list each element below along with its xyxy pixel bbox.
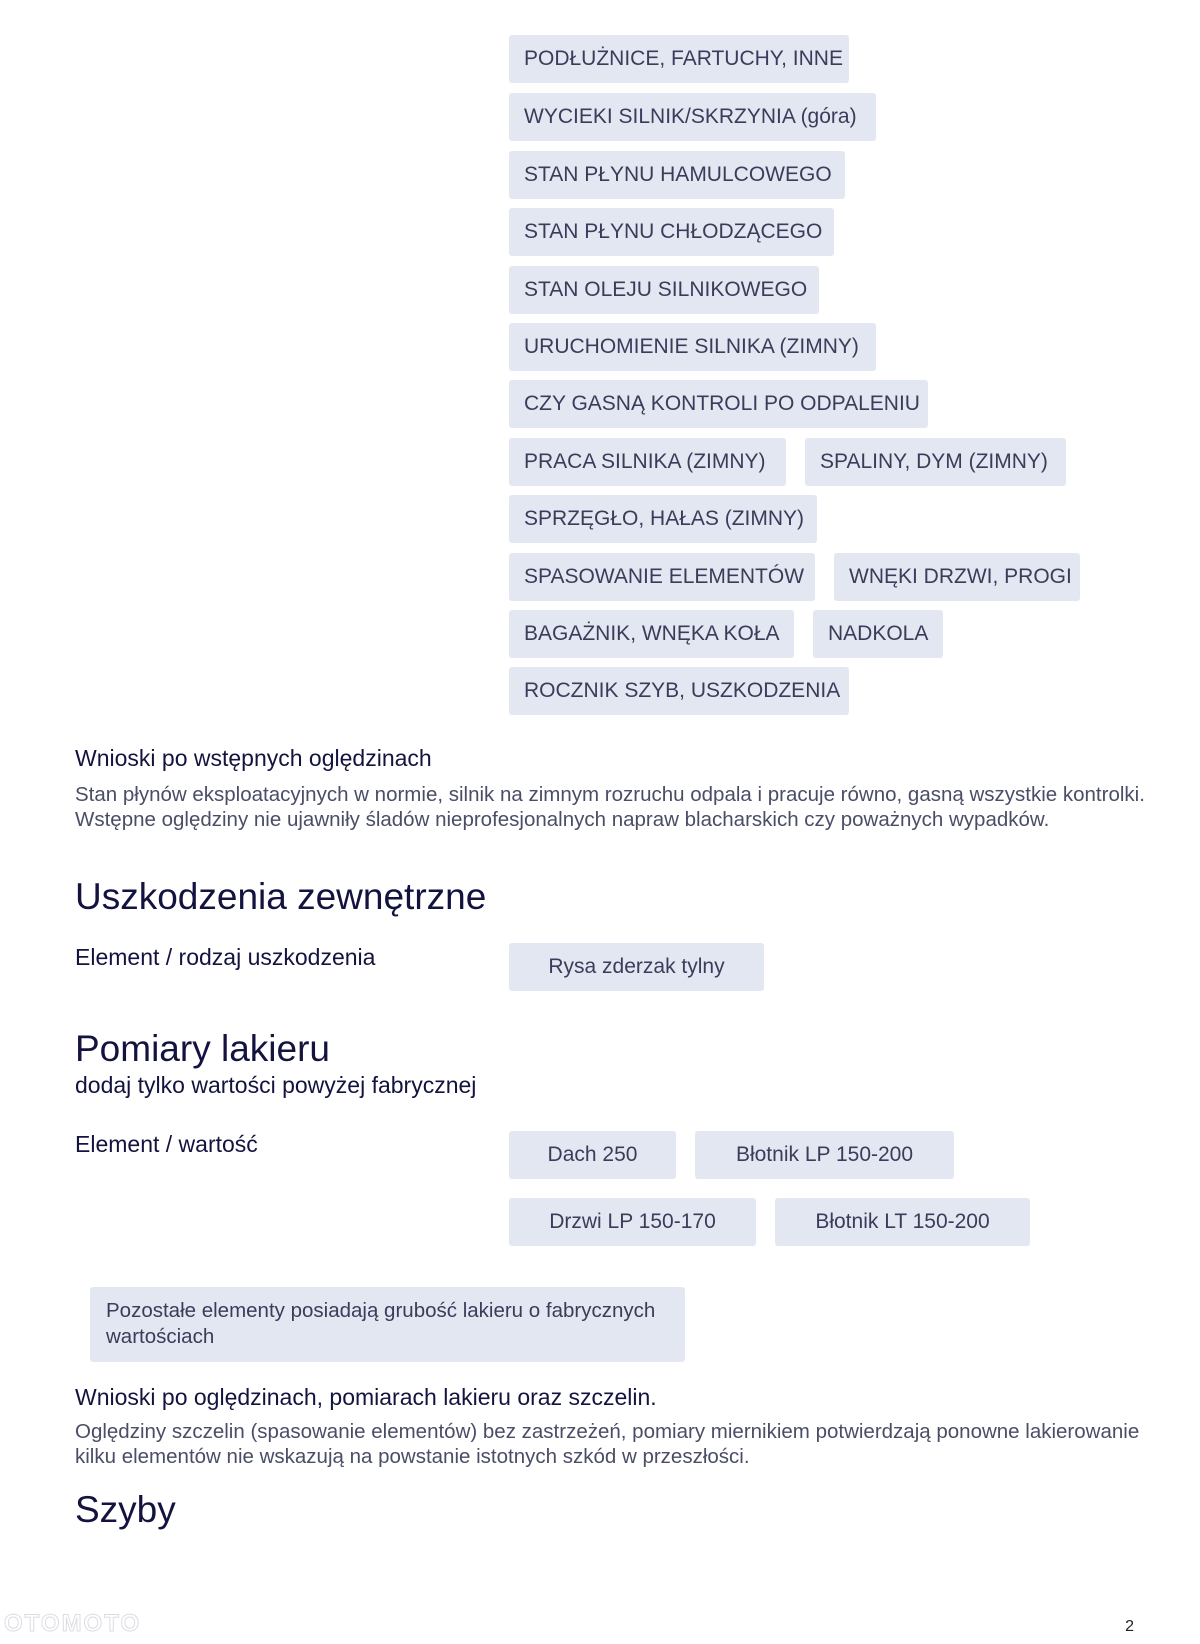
checklist-item-wycieki: WYCIEKI SILNIK/SKRZYNIA (góra) xyxy=(509,93,876,141)
initial-inspection-text: Stan płynów eksploatacyjnych w normie, silnik na zimnym rozruchu odpala i pracuje równo, gasną wszystkie kontrolki. Wstępne oględziny nie ujawniły śladów nieprofesjonalnych napraw blacharskich czy poważnych wypadków. xyxy=(75,783,1145,831)
page-number: 2 xyxy=(1125,1618,1134,1635)
checklist-item-wneki-drzwi: WNĘKI DRZWI, PROGI xyxy=(834,553,1080,601)
checklist-item-plyn-chlodzacy: STAN PŁYNU CHŁODZĄCEGO xyxy=(509,208,834,256)
windows-heading: Szyby xyxy=(75,1489,176,1530)
checklist-item-szyby: ROCZNIK SZYB, USZKODZENIA xyxy=(509,667,849,715)
paint-factory-note: Pozostałe elementy posiadają grubość lakieru o fabrycznych wartościach xyxy=(90,1287,685,1362)
checklist-item-spasowanie: SPASOWANIE ELEMENTÓW xyxy=(509,553,815,601)
checklist-item-podluznice: PODŁUŻNICE, FARTUCHY, INNE xyxy=(509,35,849,83)
paint-label: Element / wartość xyxy=(75,1131,258,1157)
checklist-item-spaliny: SPALINY, DYM (ZIMNY) xyxy=(805,438,1066,486)
checklist-item-praca-silnika: PRACA SILNIKA (ZIMNY) xyxy=(509,438,786,486)
checklist-item-plyn-hamulcowy: STAN PŁYNU HAMULCOWEGO xyxy=(509,151,845,199)
checklist-item-olej-silnikowy: STAN OLEJU SILNIKOWEGO xyxy=(509,266,819,314)
external-damage-label: Element / rodzaj uszkodzenia xyxy=(75,944,376,970)
damage-item-rysa: Rysa zderzak tylny xyxy=(509,943,764,991)
external-damage-heading: Uszkodzenia zewnętrzne xyxy=(75,876,487,917)
paint-item-dach: Dach 250 xyxy=(509,1131,676,1179)
paint-subheading: dodaj tylko wartości powyżej fabrycznej xyxy=(75,1072,477,1098)
initial-inspection-title: Wnioski po wstępnych oględzinach xyxy=(75,745,432,771)
checklist-item-uruchomienie: URUCHOMIENIE SILNIKA (ZIMNY) xyxy=(509,323,876,371)
paint-item-drzwi-lp: Drzwi LP 150-170 xyxy=(509,1198,756,1246)
conclusions-text: Oględziny szczelin (spasowanie elementów) bez zastrzeżeń, pomiary miernikiem potwierdzają ponowne lakierowanie kilku elementów nie wskazują na powstanie istotnych szkód w przeszłości. xyxy=(75,1420,1140,1468)
paint-heading: Pomiary lakieru xyxy=(75,1028,330,1069)
checklist-item-bagaznik: BAGAŻNIK, WNĘKA KOŁA xyxy=(509,610,794,658)
conclusions-title: Wnioski po oględzinach, pomiarach lakieru oraz szczelin. xyxy=(75,1384,657,1410)
paint-item-blotnik-lp: Błotnik LP 150-200 xyxy=(695,1131,954,1179)
otomoto-watermark-logo xyxy=(0,1608,210,1638)
paint-item-blotnik-lt: Błotnik LT 150-200 xyxy=(775,1198,1030,1246)
watermark-text: OTOMOTO xyxy=(4,1610,142,1637)
checklist-item-sprzeglo: SPRZĘGŁO, HAŁAS (ZIMNY) xyxy=(509,495,817,543)
checklist-item-nadkola: NADKOLA xyxy=(813,610,943,658)
checklist-item-kontrolki: CZY GASNĄ KONTROLI PO ODPALENIU xyxy=(509,380,928,428)
